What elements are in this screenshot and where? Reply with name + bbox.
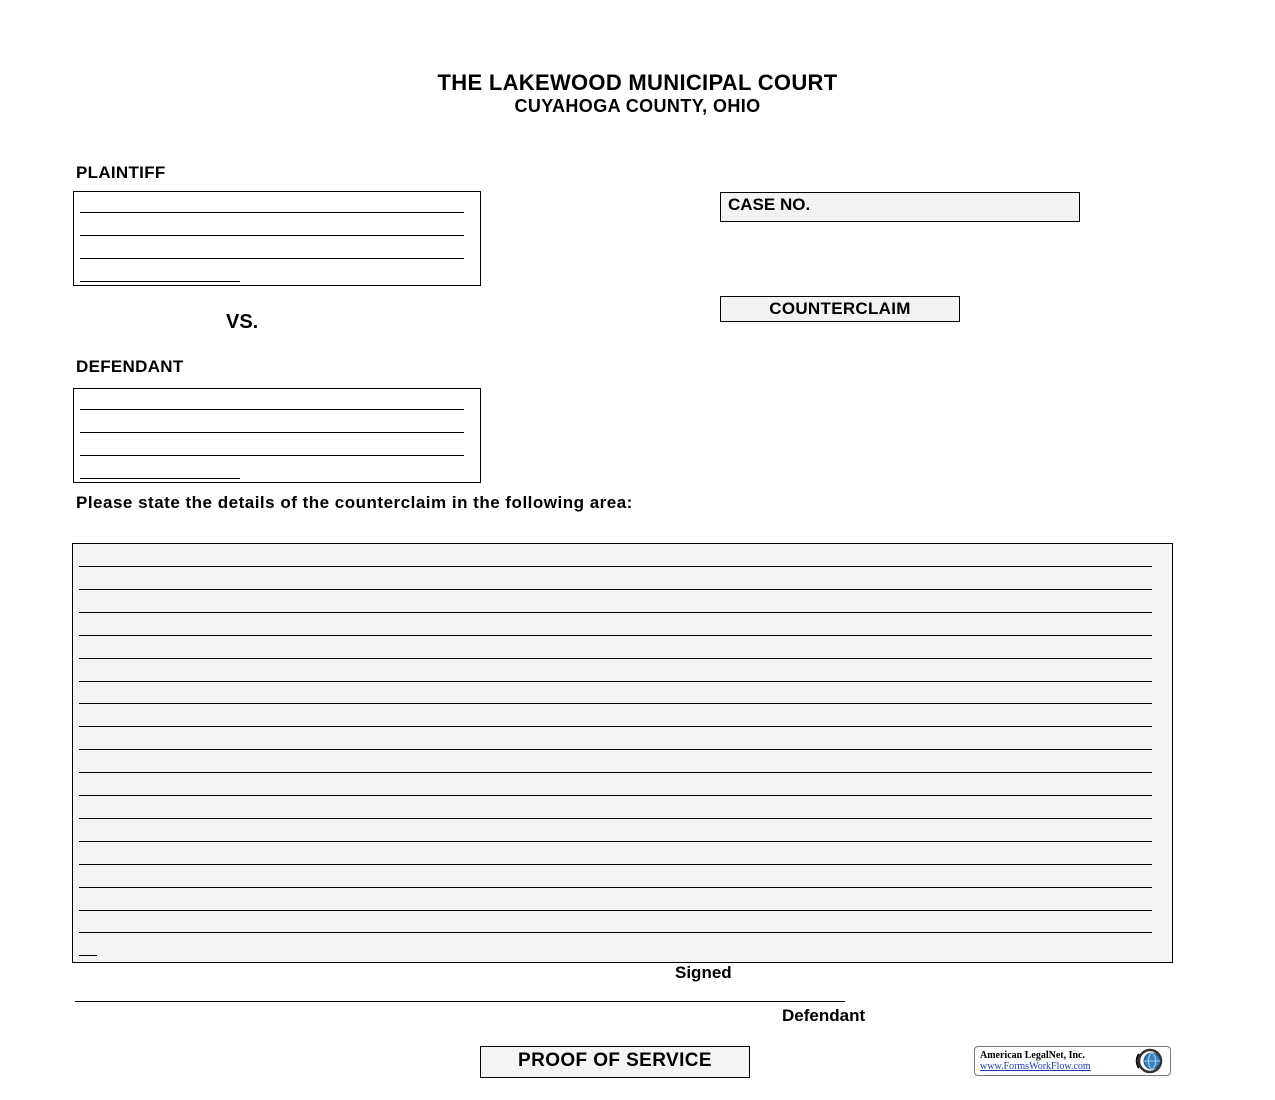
defendant-line	[80, 432, 464, 433]
defendant-line	[80, 409, 464, 410]
details-writing-line	[79, 589, 1152, 590]
details-writing-line	[79, 910, 1152, 911]
case-number-field[interactable]: CASE NO.	[720, 192, 1080, 222]
details-writing-line	[79, 795, 1152, 796]
details-writing-line	[79, 864, 1152, 865]
details-writing-line	[79, 887, 1152, 888]
counterclaim-title: COUNTERCLAIM	[720, 296, 960, 322]
court-title: THE LAKEWOOD MUNICIPAL COURT	[437, 70, 838, 95]
details-writing-line	[79, 566, 1152, 567]
american-legalnet-logo[interactable]	[974, 1046, 1171, 1076]
details-instruction: Please state the details of the counterclaim in the following area:	[76, 493, 633, 512]
court-county: CUYAHOGA COUNTY, OHIO	[514, 96, 761, 116]
details-writing-line	[79, 841, 1152, 842]
details-writing-line	[79, 932, 1152, 933]
details-writing-line	[79, 955, 97, 956]
defendant-signature-label: Defendant	[782, 1006, 866, 1025]
details-writing-line	[79, 635, 1152, 636]
details-writing-line	[79, 726, 1152, 727]
details-writing-line	[79, 612, 1152, 613]
logo-url-link[interactable]: www.FormsWorkFlow.com	[980, 1061, 1091, 1072]
defendant-line	[80, 478, 240, 479]
signed-label: Signed	[675, 963, 732, 982]
details-writing-line	[79, 818, 1152, 819]
globe-icon	[1133, 1048, 1167, 1074]
details-writing-line	[79, 749, 1152, 750]
defendant-field[interactable]	[73, 388, 481, 483]
proof-of-service-button[interactable]: PROOF OF SERVICE	[480, 1046, 750, 1078]
plaintiff-line	[80, 235, 464, 236]
defendant-line	[80, 455, 464, 456]
details-writing-line	[79, 772, 1152, 773]
details-writing-line	[79, 658, 1152, 659]
logo-company-name: American LegalNet, Inc.	[980, 1050, 1085, 1061]
defendant-label: DEFENDANT	[76, 357, 184, 376]
versus-label: VS.	[226, 311, 259, 333]
plaintiff-label: PLAINTIFF	[76, 163, 166, 182]
plaintiff-field[interactable]	[73, 191, 481, 286]
plaintiff-line	[80, 258, 464, 259]
counterclaim-details-field[interactable]	[72, 543, 1173, 963]
signature-line[interactable]	[75, 1001, 845, 1002]
plaintiff-line	[80, 212, 464, 213]
details-writing-line	[79, 703, 1152, 704]
plaintiff-line	[80, 281, 240, 282]
details-writing-line	[79, 681, 1152, 682]
